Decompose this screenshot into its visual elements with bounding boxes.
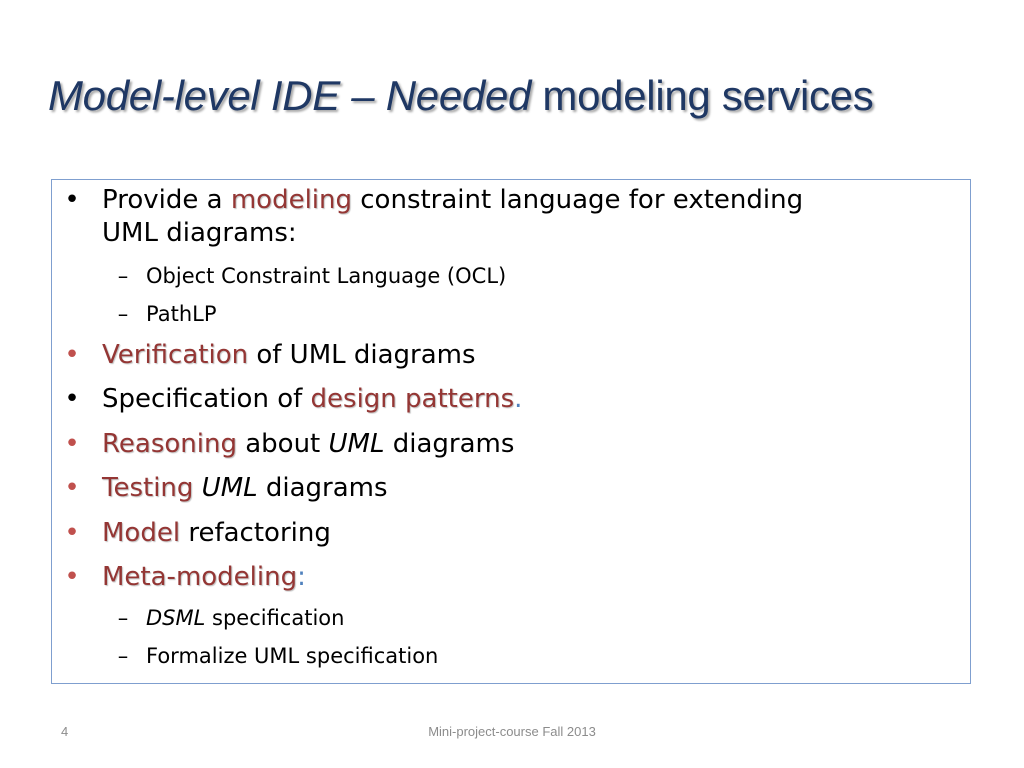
highlight-term: Meta-modeling bbox=[102, 562, 298, 592]
list-item-text bbox=[102, 517, 331, 550]
list-item-text bbox=[102, 428, 514, 461]
text-segment: diagrams bbox=[257, 473, 388, 503]
bullet-marker: • bbox=[64, 185, 80, 215]
bullet-marker: • bbox=[64, 340, 80, 370]
bullet-marker: • bbox=[64, 562, 80, 592]
list-item-text bbox=[102, 184, 803, 217]
bullet-marker: • bbox=[64, 384, 80, 414]
text-segment: Specification of bbox=[102, 384, 311, 414]
content-box bbox=[51, 179, 971, 684]
bullet-marker: • bbox=[64, 518, 80, 548]
text-segment: refactoring bbox=[180, 518, 331, 548]
highlight-term: Testing bbox=[102, 473, 194, 503]
title-regular-part: modeling services bbox=[531, 72, 874, 119]
text-segment: diagrams bbox=[384, 429, 515, 459]
highlight-term: Verification bbox=[102, 340, 249, 370]
bullet-marker: • bbox=[64, 429, 80, 459]
bullet-marker: • bbox=[64, 473, 80, 503]
dash-marker: – bbox=[117, 264, 129, 288]
title-italic-part: Model-level IDE – Needed bbox=[48, 72, 532, 119]
list-item-text bbox=[102, 561, 306, 594]
text-segment: specification bbox=[205, 606, 345, 630]
slide-title bbox=[48, 72, 873, 120]
italic-term: DSML bbox=[146, 606, 206, 630]
dash-marker: – bbox=[117, 302, 129, 326]
dash-marker: – bbox=[117, 606, 129, 630]
highlight-term: Reasoning bbox=[102, 429, 237, 459]
dash-marker: – bbox=[117, 644, 129, 668]
highlight-term: Model bbox=[102, 518, 181, 548]
slide-number: 4 bbox=[61, 724, 69, 739]
text-segment: of UML diagrams bbox=[248, 340, 476, 370]
text-segment: . bbox=[514, 384, 523, 414]
sub-item-text bbox=[146, 605, 344, 631]
italic-term: UML bbox=[201, 473, 258, 503]
text-segment: constraint language for extending bbox=[352, 185, 804, 215]
list-item-text bbox=[102, 339, 476, 372]
italic-term: UML bbox=[328, 429, 385, 459]
sub-item-text: Formalize UML specification bbox=[146, 644, 439, 668]
highlight-term: modeling bbox=[230, 185, 352, 215]
sub-item-text: PathLP bbox=[146, 302, 217, 326]
footer-text: Mini-project-course Fall 2013 bbox=[428, 724, 596, 739]
list-item-text bbox=[102, 472, 388, 505]
text-segment: about bbox=[236, 429, 329, 459]
sub-item-text: Object Constraint Language (OCL) bbox=[146, 264, 507, 288]
highlight-term: design patterns bbox=[310, 384, 515, 414]
continuation-text: UML diagrams: bbox=[102, 218, 297, 248]
text-segment: : bbox=[297, 562, 306, 592]
text-segment: Provide a bbox=[102, 185, 231, 215]
list-item-text bbox=[102, 383, 522, 416]
